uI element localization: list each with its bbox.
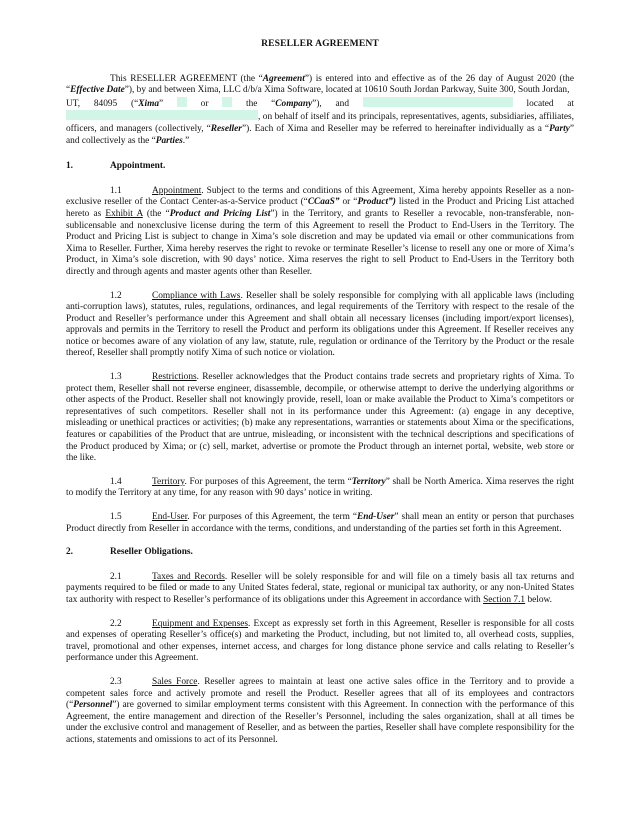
intro-party-line: UT, 84095 (“Xima” or the “Company”), and located at <box>66 98 575 109</box>
clause-2-3: 2.3 Sales Force. Reseller agrees to maintain at least one active sales office in the Territory and to provide a competent sales force and actively promote and resell the Product. Reseller agrees that all of its employees and contractors (“Personnel”) are governed to similar employment terms consistent with this Agreement. In connection with the performance of this Agreement, the entire management and direction of the Reseller’s Personnel, including the sales organization, shall at all times be under the exclusive control and management of Reseller, and as between the parties, Reseller shall have complete responsibility for the actions, statements and omissions to act of its Personnel. <box>66 676 574 745</box>
clause-1-4: 1.4 Territory. For purposes of this Agreement, the term “Territory” shall be North America. Xima reserves the right to modify the Territory at any time, for any reason with 90 days’ notice in writing. <box>66 476 574 499</box>
term-effective-date: Effective Date <box>70 85 125 96</box>
clause-heading: Taxes and Records <box>152 571 225 582</box>
redaction-highlight <box>363 97 513 107</box>
clause-heading: End-User <box>152 512 188 522</box>
intro-paragraph: This RESELLER AGREEMENT (the “Agreement”) is entered into and effective as of the 26 day of August 2020 (the “Effective Date”), by and between Xima, LLC d/b/a Xima Software, located at 10610 South Jordan Parkway, Suite 300, South Jordan, UT, 84095 (“Xima” or the “Company”), and located at , on behalf of itself and its principals, representatives, agents, subsidiaries, affiliates, officers, and managers (collectively, “Reseller”). Each of Xima and Reseller may be referred to hereinafter individually as a “Party” and collectively as the “Parties.” <box>66 73 575 146</box>
section-heading: 1. Appointment. <box>66 161 166 172</box>
clause-heading: Sales Force <box>152 676 198 687</box>
clause-heading: Equipment and Expenses <box>152 618 249 629</box>
clause-2-2: 2.2 Equipment and Expenses. Except as expressly set forth in this Agreement, Reseller is responsible for all costs and expenses of operating Reseller’s office(s) and marketing the Product, including, but not limited to, all overhead costs, supplies, travel, promotional and other expenses, internet access, and charges for long distance phone service and calls relating to Reseller’s performance under this Agreement. <box>66 618 574 664</box>
clause-1-2: 1.2 Compliance with Laws. Reseller shall be solely responsible for complying with all applicable laws (including anti-corruption laws), statutes, rules, regulations, ordinances, and legal requirements of the Territory with respect to the resale of the Product and Reseller’s performance under this Agreement and shall obtain all necessary licenses (including import/export licenses), approvals and permits in the Territory to resell the Product and perform its obligations under this Agreement. If Reseller receives any notice or becomes aware of any violation of any law, statute, rule, regulation or ordinance of the Territory by the Product or the resale thereof, Reseller shall promptly notify Xima of such notice or violation. <box>66 290 575 359</box>
term-party: Party <box>549 123 570 134</box>
section-reference: Section 7.1 <box>483 594 526 605</box>
exhibit-reference: Exhibit A <box>105 208 143 219</box>
term-xima: Xima <box>138 98 160 109</box>
term-parties: Parties <box>155 135 183 146</box>
redaction-highlight <box>66 110 258 120</box>
clause-2-1: 2.1 Taxes and Records. Reseller will be solely responsible for and will file on a timely basis all tax returns and payments required to be filed or made to any United States federal, state, regional or municipal tax authority, or any non-United States tax authority with respect to Reseller’s performance of its obligations under this Agreement in accordance with Section 7.1 below. <box>66 571 574 605</box>
clause-heading: Territory <box>152 476 185 487</box>
section-heading: 2. Reseller Obligations. <box>66 547 193 558</box>
clause-1-1: 1.1 Appointment. Subject to the terms and conditions of this Agreement, Xima hereby appoints Reseller as a non-exclusive reseller of the Contact Center-as-a-Service product (“CCaaS” or “Product”) listed in the Product and Pricing List attached hereto as Exhibit A (the “Product and Pricing List”) in the Territory, and grants to Reseller a revocable, non-transferable, non-sublicensable and nonexclusive license during the term of this Agreement to resell the Product to End-Users in the Territory. The Product and Pricing List is subject to change in Xima’s sole discretion and may be updated via email or other communications from Xima to Reseller. Further, Xima hereby reserves the right to revoke or terminate Reseller’s license to resell any one or more of Xima’s Product, in Xima’s sole discretion, with 90 days’ notice. Xima reserves the right to sell Product to End-Users in the Territory both directly and through agents and master agents other than Reseller. <box>66 185 574 277</box>
clause-1-3: 1.3 Restrictions. Reseller acknowledges that the Product contains trade secrets and proprietary rights of Xima. To protect them, Reseller shall not reverse engineer, disassemble, decompile, or otherwise attempt to derive the underlying algorithms or other aspects of the Product. Reseller shall not knowingly provide, resell, loan or make available the Product to Xima’s competitors or representatives of such competitors. Reseller shall not in its performance under this Agreement: (a) engage in any deceptive, misleading or unethical practices or activities; (b) make any representations, warranties or statements about Xima or the specifications, features or capabilities of the Product that are untrue, misleading, or inconsistent with the technical descriptions and specifications of the Product produced by Xima; or (c) sell, market, advertise or promote the Product through an internet portal, website, web store or the like. <box>66 372 574 464</box>
clause-heading: Appointment <box>152 185 202 196</box>
page-title: RESELLER AGREEMENT <box>261 38 379 49</box>
clause-1-5: 1.5 End-User. For purposes of this Agreement, the term “End-User” shall mean an entity or person that purchases Product directly from Reseller in accordance with the terms, conditions, and understanding of the parties set forth in this Agreement. <box>66 512 574 534</box>
clause-heading: Compliance with Laws <box>152 290 241 301</box>
redaction-highlight <box>222 97 232 107</box>
clause-heading: Restrictions <box>152 372 197 383</box>
term-reseller: Reseller <box>210 123 242 134</box>
term-agreement: Agreement <box>262 73 305 84</box>
redaction-highlight <box>177 97 187 107</box>
term-company: Company <box>275 98 313 109</box>
